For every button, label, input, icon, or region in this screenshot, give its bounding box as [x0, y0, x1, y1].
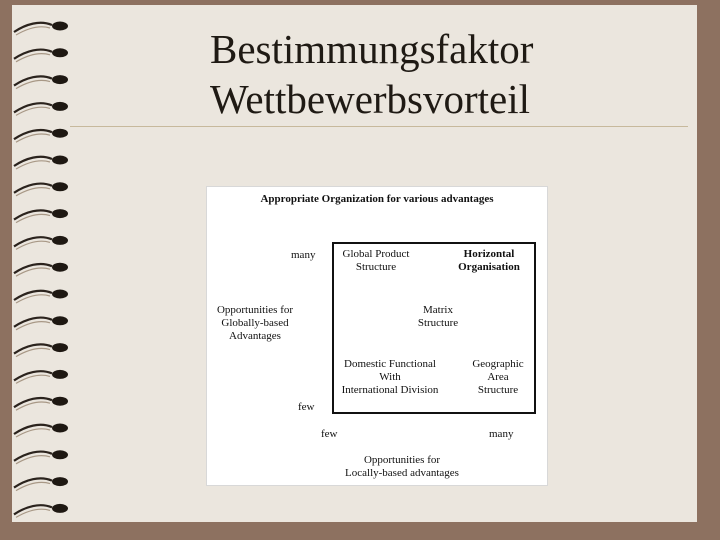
diagram-figure	[206, 186, 548, 486]
binding-hole	[52, 397, 68, 406]
binding-hole	[52, 370, 68, 379]
cell-geographic-line-2: Area	[487, 371, 509, 383]
binding-hole	[52, 156, 68, 165]
cell-domestic-line-3: International Division	[341, 384, 439, 396]
cell-geographic-line-3: Structure	[477, 384, 519, 396]
cell-horizontal-organisation	[449, 248, 529, 274]
y-axis-low-label: few	[298, 401, 315, 413]
y-axis-label-line-3: Advantages	[229, 330, 281, 342]
spiral-binding-icon	[0, 0, 90, 530]
y-axis-label-line-2: Globally-based	[221, 317, 289, 329]
x-axis-label-line-1: Opportunities for	[363, 454, 441, 466]
binding-hole	[52, 129, 68, 138]
x-axis-low-label: few	[321, 428, 338, 440]
cell-global-product-line-1: Global Product	[342, 248, 410, 260]
binding-hole	[52, 102, 68, 111]
x-axis-high-label: many	[489, 428, 514, 440]
cell-matrix-line-2: Structure	[417, 317, 459, 329]
title-line-1: Bestimmungsfaktor	[210, 26, 534, 72]
cell-geographic-line-1: Geographic	[472, 358, 524, 370]
binding-hole	[52, 290, 68, 299]
title-line-2: Wettbewerbsvorteil	[210, 76, 531, 122]
y-axis-label-line-1: Opportunities for	[216, 304, 294, 316]
cell-matrix-structure	[403, 304, 473, 330]
diagram-title: Appropriate Organization for various advantages	[260, 193, 494, 205]
binding-hole	[52, 424, 68, 433]
cell-domestic-functional	[334, 358, 446, 397]
binding-hole	[52, 236, 68, 245]
y-axis-high-label: many	[291, 249, 316, 261]
y-axis-label	[213, 304, 297, 343]
binding-hole	[52, 477, 68, 486]
x-axis-label	[322, 454, 482, 480]
binding-hole	[52, 450, 68, 459]
cell-matrix-line-1: Matrix	[423, 304, 453, 316]
cell-domestic-line-1: Domestic Functional	[344, 358, 436, 370]
binding-hole	[52, 48, 68, 57]
cell-horizontal-line-2: Organisation	[458, 261, 520, 273]
binding-hole	[52, 343, 68, 352]
slide-title	[210, 24, 533, 124]
cell-global-product-line-2: Structure	[355, 261, 397, 273]
binding-hole	[52, 209, 68, 218]
binding-hole	[52, 316, 68, 325]
cell-horizontal-line-1: Horizontal	[463, 248, 515, 260]
binding-hole	[52, 22, 68, 31]
x-axis-label-line-2: Locally-based advantages	[345, 467, 459, 479]
cell-domestic-line-2: With	[379, 371, 401, 383]
binding-hole	[52, 75, 68, 84]
cell-global-product	[335, 248, 417, 274]
binding-hole	[52, 263, 68, 272]
title-divider	[70, 126, 688, 127]
binding-hole	[52, 504, 68, 513]
cell-geographic-area	[463, 358, 533, 397]
binding-hole	[52, 182, 68, 191]
